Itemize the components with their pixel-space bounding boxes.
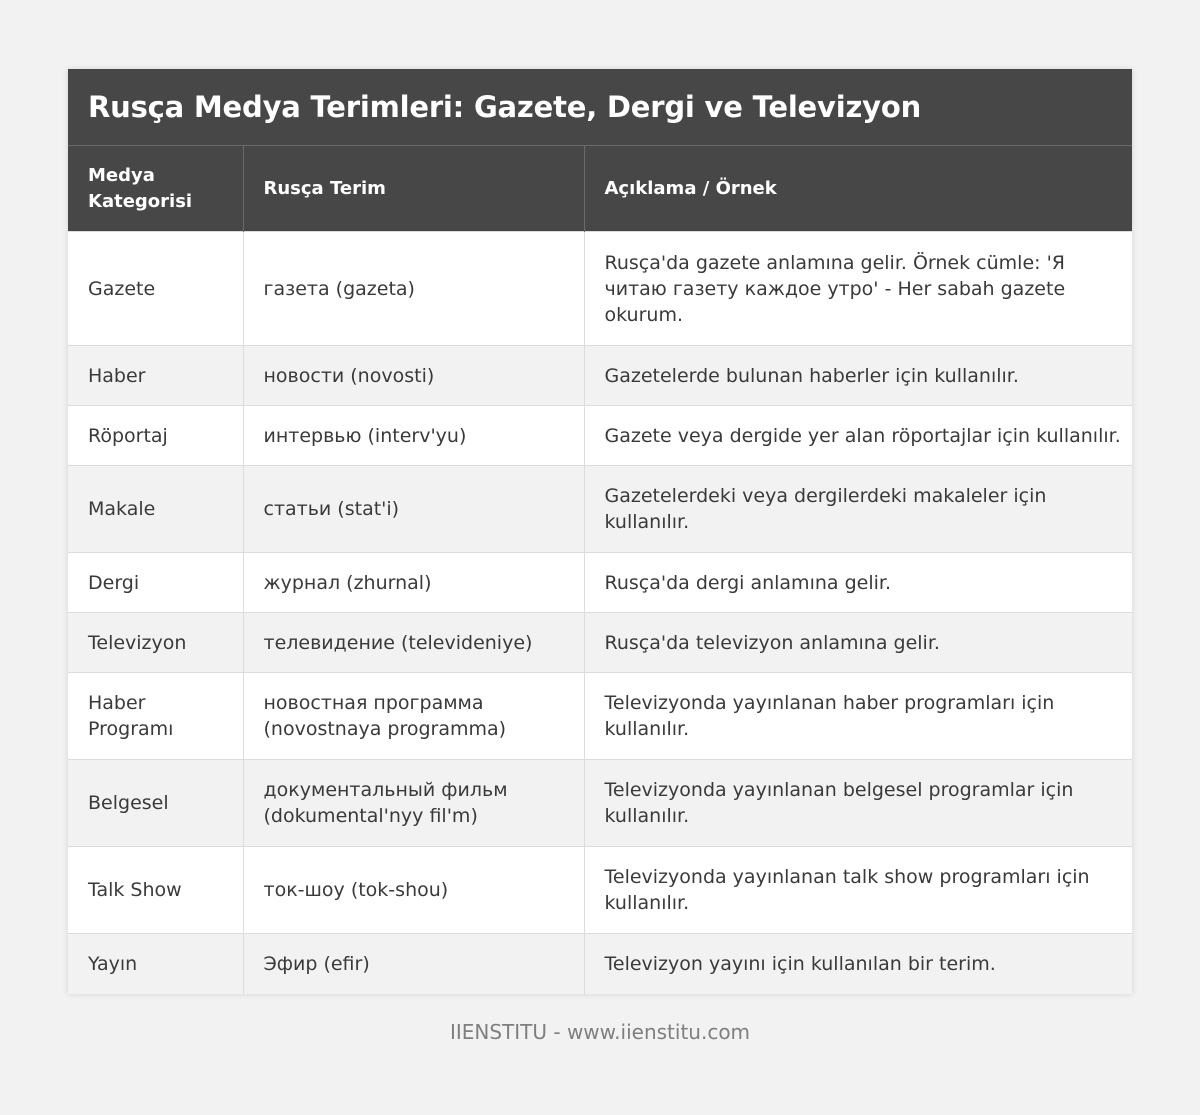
table-row	[68, 847, 1132, 934]
cell-russian-term: телевидение (televideniye)	[243, 613, 584, 673]
table-row	[68, 760, 1132, 847]
cell-description: Gazetelerde bulunan haberler için kullanılır.	[584, 346, 1132, 406]
cell-category: Haber	[68, 346, 243, 406]
cell-category: Talk Show	[68, 847, 243, 934]
table-row	[68, 406, 1132, 466]
cell-description: Rusça'da televizyon anlamına gelir.	[584, 613, 1132, 673]
cell-category: Röportaj	[68, 406, 243, 466]
cell-russian-term: журнал (zhurnal)	[243, 553, 584, 613]
table-title: Rusça Medya Terimleri: Gazete, Dergi ve Televizyon	[68, 69, 1132, 145]
cell-description: Televizyonda yayınlanan belgesel programlar için kullanılır.	[584, 760, 1132, 847]
cell-description: Televizyon yayını için kullanılan bir terim.	[584, 934, 1132, 994]
table-row	[68, 613, 1132, 673]
cell-russian-term: документальный фильм (dokumental'nyy fil'm)	[243, 760, 584, 847]
cell-russian-term: новости (novosti)	[243, 346, 584, 406]
column-header-russian-term: Rusça Terim	[243, 146, 584, 232]
table-row	[68, 346, 1132, 406]
cell-russian-term: статьи (stat'i)	[243, 466, 584, 553]
cell-description: Televizyonda yayınlanan talk show programları için kullanılır.	[584, 847, 1132, 934]
cell-description: Televizyonda yayınlanan haber programları için kullanılır.	[584, 673, 1132, 760]
cell-category: Dergi	[68, 553, 243, 613]
column-header-description: Açıklama / Örnek	[584, 146, 1132, 232]
cell-description: Gazete veya dergide yer alan röportajlar için kullanılır.	[584, 406, 1132, 466]
cell-russian-term: интервью (interv'yu)	[243, 406, 584, 466]
media-terms-table	[68, 145, 1132, 994]
column-header-category: Medya Kategorisi	[68, 146, 243, 232]
cell-russian-term: газета (gazeta)	[243, 232, 584, 346]
cell-description: Gazetelerdeki veya dergilerdeki makaleler için kullanılır.	[584, 466, 1132, 553]
cell-description: Rusça'da gazete anlamına gelir. Örnek cümle: 'Я читаю газету каждое утро' - Her sabah gazete okurum.	[584, 232, 1132, 346]
footer-credit: IIENSTITU - www.iienstitu.com	[449, 1020, 751, 1044]
cell-category: Makale	[68, 466, 243, 553]
table-row	[68, 934, 1132, 994]
cell-category: Yayın	[68, 934, 243, 994]
cell-category: Gazete	[68, 232, 243, 346]
cell-category: Haber Programı	[68, 673, 243, 760]
cell-russian-term: ток-шоу (tok-shou)	[243, 847, 584, 934]
table-row	[68, 673, 1132, 760]
header-row	[68, 146, 1132, 232]
cell-description: Rusça'da dergi anlamına gelir.	[584, 553, 1132, 613]
cell-category: Belgesel	[68, 760, 243, 847]
cell-russian-term: новостная программа (novostnaya programma)	[243, 673, 584, 760]
cell-russian-term: Эфир (efir)	[243, 934, 584, 994]
table-row	[68, 553, 1132, 613]
cell-category: Televizyon	[68, 613, 243, 673]
terms-card	[68, 69, 1132, 994]
table-row	[68, 232, 1132, 346]
table-row	[68, 466, 1132, 553]
